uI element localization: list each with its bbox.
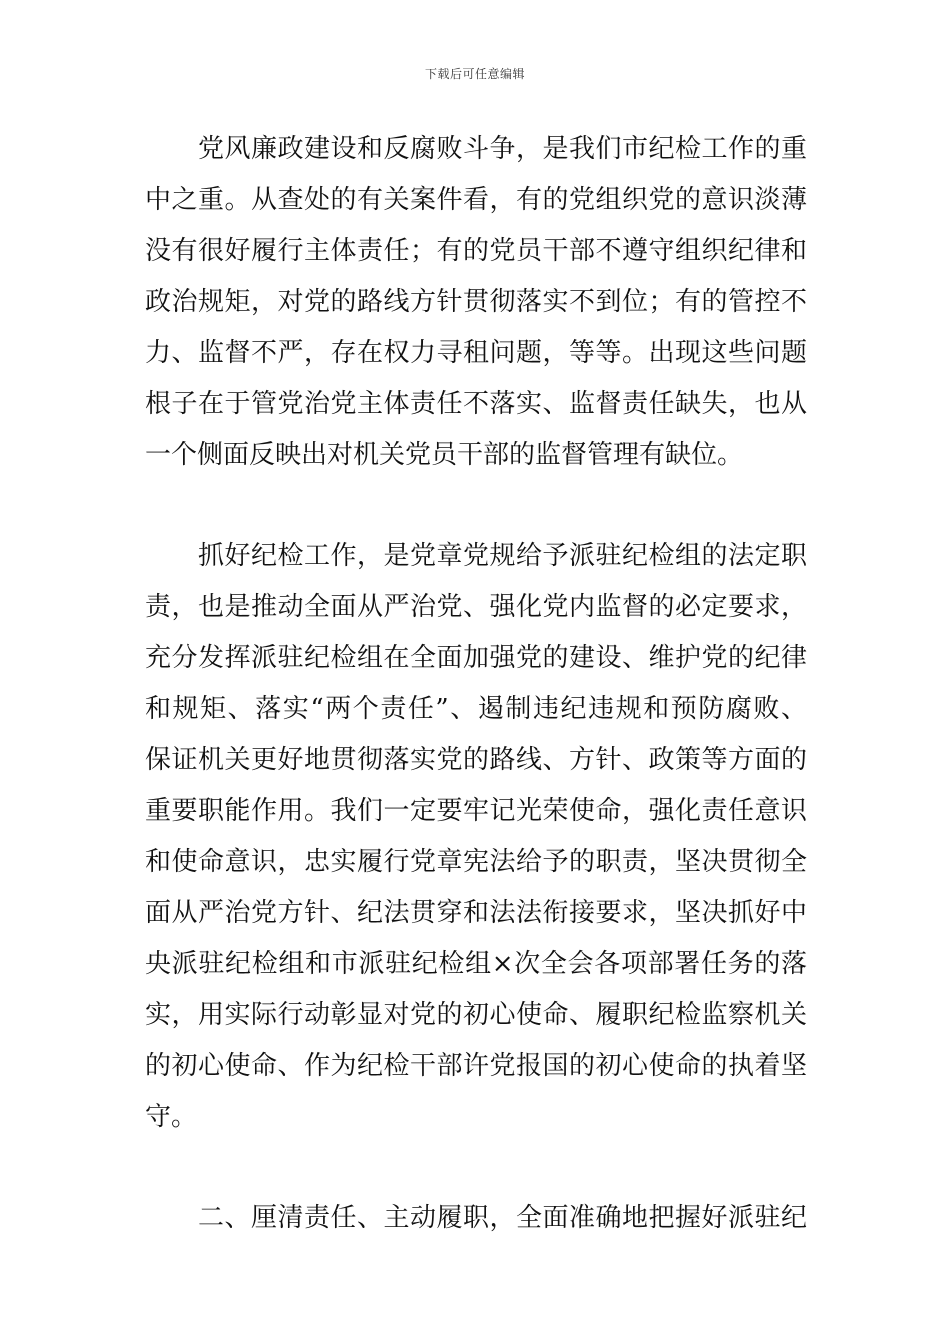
text-line: 重要职能作用。我们一定要牢记光荣使命，强化责任意识: [145, 796, 807, 826]
text-line: 中之重。从查处的有关案件看，有的党组织党的意识淡薄: [145, 185, 807, 215]
paragraph: [145, 124, 807, 481]
text-line: 力、监督不严，存在权力寻租问题，等等。出现这些问题: [145, 338, 807, 368]
text-line: 面从严治党方针、纪法贯穿和法法衔接要求，坚决抓好中: [145, 898, 807, 928]
text-line: 的初心使命、作为纪检干部许党报国的初心使命的执着坚: [145, 1051, 807, 1081]
document-body: [145, 124, 807, 1244]
text-line: 责，也是推动全面从严治党、强化党内监督的必定要求，: [145, 592, 807, 622]
text-line: 二、厘清责任、主动履职，全面准确地把握好派驻纪: [198, 1203, 807, 1233]
paragraph-spacer: [145, 481, 807, 531]
paragraph-spacer: [145, 1143, 807, 1193]
text-line: 央派驻纪检组和市派驻纪检组×次全会各项部署任务的落: [145, 949, 807, 979]
text-line: 政治规矩，对党的路线方针贯彻落实不到位；有的管控不: [145, 287, 807, 317]
text-line: 党风廉政建设和反腐败斗争，是我们市纪检工作的重: [198, 134, 807, 164]
text-line: 保证机关更好地贯彻落实党的路线、方针、政策等方面的: [145, 745, 807, 775]
text-line: 根子在于管党治党主体责任不落实、监督责任缺失，也从: [145, 389, 807, 419]
section-heading: [145, 1193, 807, 1244]
page-header: 下载后可任意编辑: [424, 67, 525, 81]
text-line: 一个侧面反映出对机关党员干部的监督管理有缺位。: [145, 440, 744, 470]
text-line: 充分发挥派驻纪检组在全面加强党的建设、维护党的纪律: [145, 643, 807, 673]
text-line: 守。: [145, 1102, 198, 1132]
paragraph: [145, 531, 807, 1143]
text-line: 和使命意识，忠实履行党章宪法给予的职责，坚决贯彻全: [145, 847, 807, 877]
text-line: 和规矩、落实“两个责任”、遏制违纪违规和预防腐败、: [145, 694, 807, 724]
text-line: 实，用实际行动彰显对党的初心使命、履职纪检监察机关: [145, 1000, 807, 1030]
text-line: 抓好纪检工作，是党章党规给予派驻纪检组的法定职: [198, 541, 807, 571]
text-line: 没有很好履行主体责任；有的党员干部不遵守组织纪律和: [145, 236, 807, 266]
